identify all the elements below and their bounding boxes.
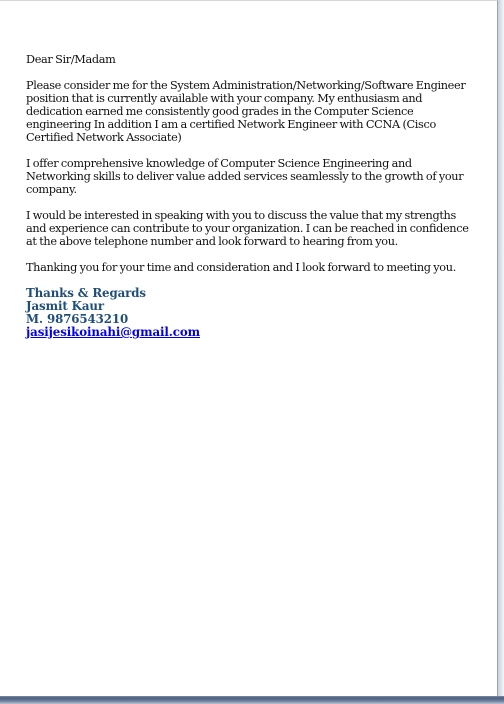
paragraph-thanks: Thanking you for your time and consideration and I look forward to meeting you. xyxy=(26,261,456,274)
email-link[interactable]: jasijesikoinahi@gmail.com xyxy=(26,325,201,339)
paragraph-contact: I would be interested in speaking with you to discuss the value that my strengths and experience can contribute to your organization. I can be reached in confidence at the above telephone number and look forward to hearing from you. xyxy=(26,209,469,248)
paragraph-position: Please consider me for the System Administration/Networking/Software Engineer position that is currently available with your company. My enthusiasm and dedication earned me consistently good grades in the Computer Science engineering In addition I am a certified Network Engineer with CCNA (Cisco Certified Network Associate) xyxy=(26,79,466,144)
paragraph-skills: I offer comprehensive knowledge of Computer Science Engineering and Networking skills to deliver value added services seamlessly to the growth of your company. xyxy=(26,157,464,196)
closing: Thanks & Regards xyxy=(26,286,146,300)
salutation: Dear Sir/Madam xyxy=(26,53,116,66)
sender-name: Jasmit Kaur xyxy=(26,299,104,313)
page-shadow-right xyxy=(498,0,504,704)
window-bottom-border xyxy=(0,696,504,704)
signature-block xyxy=(26,287,474,339)
cover-letter xyxy=(26,53,474,339)
sender-phone: M. 9876543210 xyxy=(26,312,129,326)
